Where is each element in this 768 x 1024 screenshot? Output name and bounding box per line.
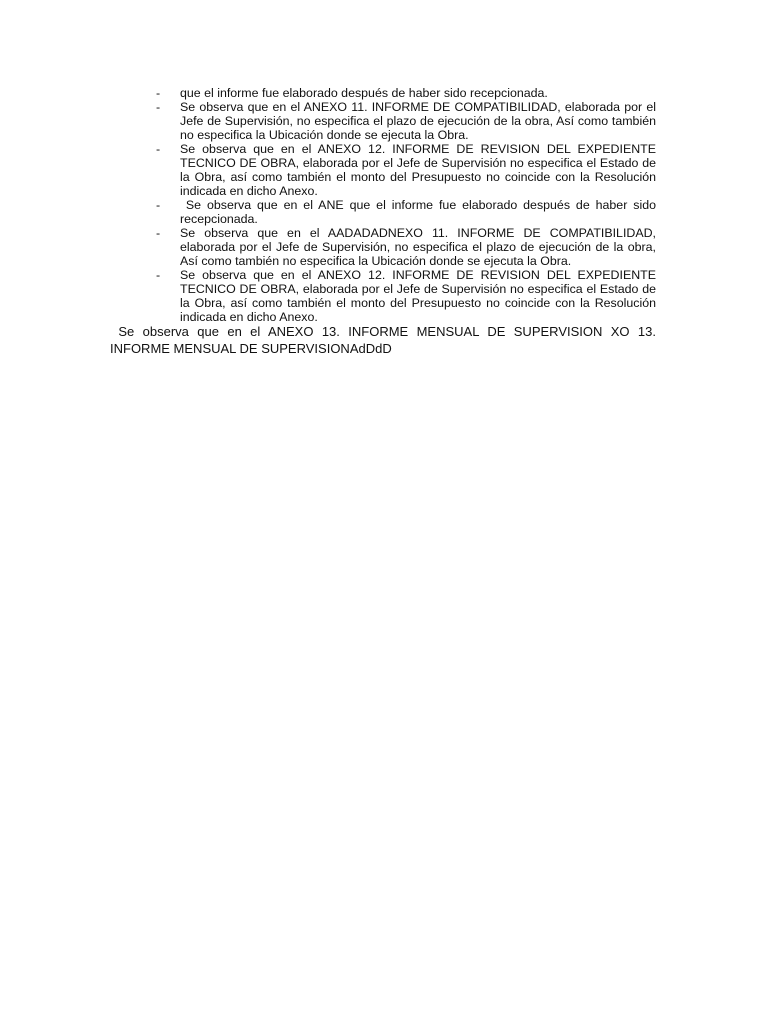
bullet-marker: - (156, 100, 161, 114)
list-item-text: Se observa que en el ANEXO 11. INFORME DE COMPATIBILIDAD, elaborada por el Jefe de Supervisión, no especifica el plazo de ejecución de la obra, Así como también no especifica la Ubicación donde se ejecuta la Obra. (180, 100, 656, 142)
list-item-text: que el informe fue elaborado después de haber sido recepcionada. (180, 86, 548, 100)
list-item-text: Se observa que en el ANEXO 12. INFORME DE REVISION DEL EXPEDIENTE TECNICO DE OBRA, elaborada por el Jefe de Supervisión no especifica el Estado de la Obra, así como también el monto del Presupuesto no coincide con la Resolución indicada en dicho Anexo. (180, 268, 656, 324)
list-item-text: Se observa que en el AADADADNEXO 11. INFORME DE COMPATIBILIDAD, elaborada por el Jefe de Supervisión, no especifica el plazo de ejecución de la obra, Así como también no especifica la Ubicación donde se ejecuta la Obra. (180, 226, 656, 268)
list-item-text: Se observa que en el ANEXO 12. INFORME DE REVISION DEL EXPEDIENTE TECNICO DE OBRA, elaborada por el Jefe de Supervisión no especifica el Estado de la Obra, así como también el monto del Presupuesto no coincide con la Resolución indicada en dicho Anexo. (180, 142, 656, 198)
list-item (150, 268, 656, 324)
list-item (150, 226, 656, 268)
list-item-text: Se observa que en el ANE que el informe fue elaborado después de haber sido recepcionada. (180, 198, 660, 226)
bullet-marker: - (156, 198, 161, 212)
list-item (150, 100, 656, 142)
bullet-marker: - (156, 268, 161, 282)
bullet-marker: - (156, 226, 161, 240)
list-item (150, 86, 656, 100)
observation-list (150, 86, 660, 324)
closing-paragraph: Se observa que en el ANEXO 13. INFORME MENSUAL DE SUPERVISION XO 13. INFORME MENSUAL DE SUPERVISIONAdDdD (110, 324, 660, 356)
bullet-marker: - (156, 142, 161, 156)
list-item (150, 142, 656, 198)
list-item (150, 198, 660, 226)
bullet-marker: - (156, 86, 161, 100)
